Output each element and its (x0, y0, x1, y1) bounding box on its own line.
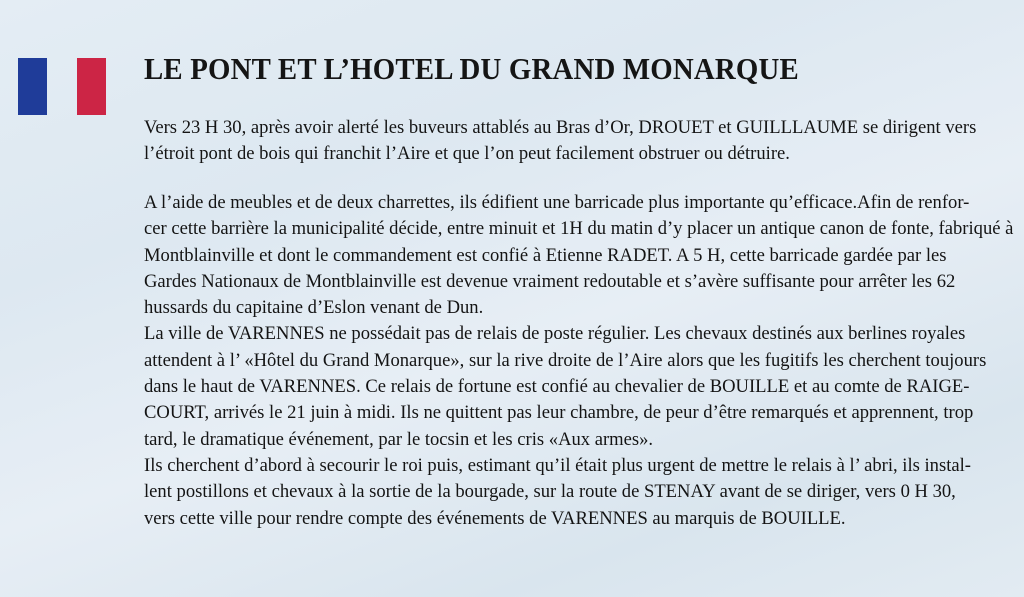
text-line: l’étroit pont de bois qui franchit l’Aire et que l’on peut facilement obstruer ou détruire. (144, 143, 790, 165)
text-line: dans le haut de VARENNES. Ce relais de fortune est confié au chevalier de BOUILLE et au comte de RAIGE- (144, 376, 970, 398)
flag-red-band (77, 58, 106, 115)
text-line: Ils cherchent d’abord à secourir le roi puis, estimant qu’il était plus urgent de mettre le relais à l’ abri, ils instal- (144, 454, 971, 476)
text-line: Gardes Nationaux de Montblainville est devenue vraiment redoutable et s’avère suffisante pour arrêter les 62 (144, 270, 956, 292)
text-line: Montblainville et dont le commandement est confié à Etienne RADET. A 5 H, cette barricade gardée par les (144, 244, 947, 266)
flag-blue-band (18, 58, 47, 115)
text-line: COURT, arrivés le 21 juin à midi. Ils ne quittent pas leur chambre, de peur d’être remarqués et apprennent, trop (144, 402, 974, 424)
text-line: A l’aide de meubles et de deux charrettes, ils édifient une barricade plus importante qu’efficace.Afin de renfor- (144, 192, 970, 213)
text-line: lent postillons et chevaux à la sortie de la bourgade, sur la route de STENAY avant de se diriger, vers 0 H 30, (144, 481, 956, 503)
paragraph-intro (144, 115, 976, 168)
paragraph-main (144, 190, 1013, 532)
page-title: LE PONT ET L’HOTEL DU GRAND MONARQUE (144, 51, 799, 86)
text-line: cer cette barrière la municipalité décide, entre minuit et 1H du matin d’y placer un antique canon de fonte, fabriqué à (144, 218, 1014, 240)
text-line: vers cette ville pour rendre compte des événements de VARENNES au marquis de BOUILLE. (144, 507, 846, 529)
text-line: attendent à l’ «Hôtel du Grand Monarque», sur la rive droite de l’Aire alors que les fugitifs les cherchent toujours (144, 349, 987, 371)
text-line: hussards du capitaine d’Eslon venant de Dun. (144, 297, 484, 319)
flag-white-band (47, 58, 76, 115)
text-line: tard, le dramatique événement, par le tocsin et les cris «Aux armes». (144, 428, 654, 450)
french-flag (18, 58, 106, 115)
text-line: Vers 23 H 30, après avoir alerté les buveurs attablés au Bras d’Or, DROUET et GUILLLAUME se dirigent vers (144, 117, 977, 138)
text-line: La ville de VARENNES ne possédait pas de relais de poste régulier. Les chevaux destinés aux berlines royales (144, 323, 966, 345)
